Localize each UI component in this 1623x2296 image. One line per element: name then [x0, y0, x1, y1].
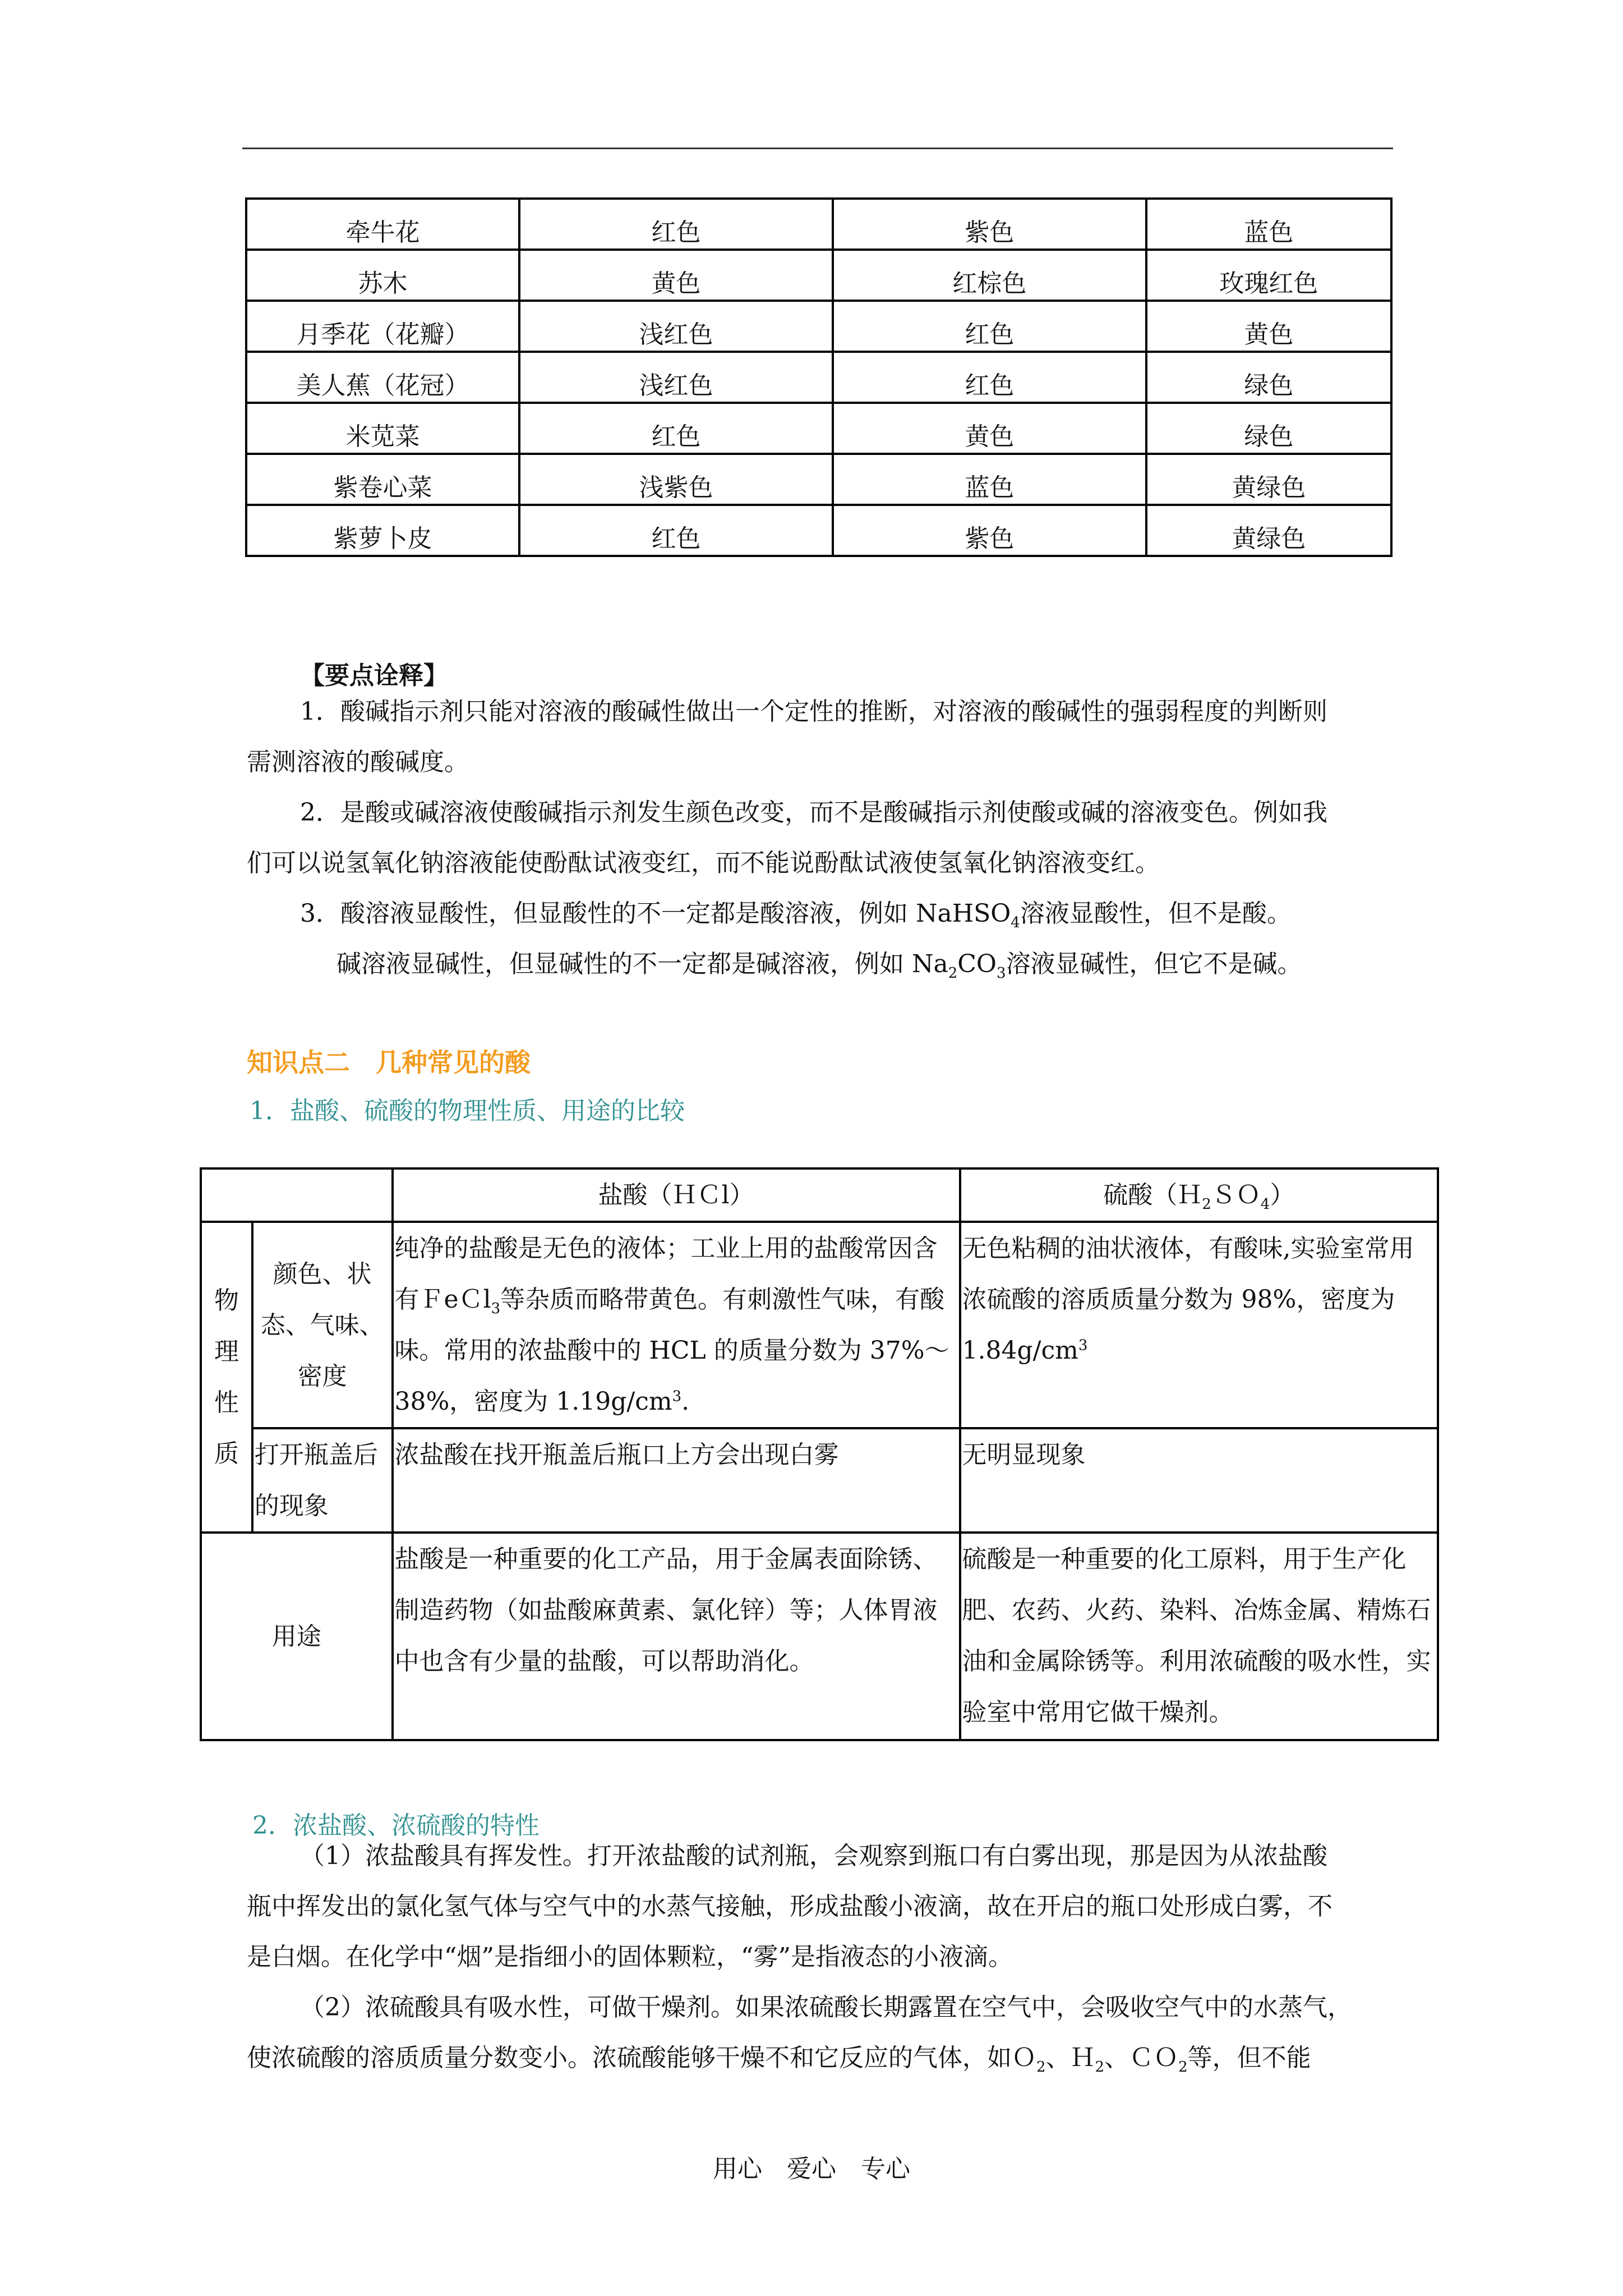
- color-state-label: 颜色、状态、气味、密度: [252, 1222, 393, 1428]
- table-cell: 蓝色: [1146, 199, 1391, 250]
- table-cell: 黄绿色: [1146, 454, 1391, 505]
- tip-4: 碱溶液显碱性，但显碱性的不一定都是碱溶液，例如 $Na_2CO_3$溶液显碱性，但它不是碱。: [336, 950, 1302, 982]
- tip-1-line-1: 1．酸碱指示剂只能对溶液的酸碱性做出一个定性的推断，对溶液的酸碱性的强弱程度的判断则: [300, 697, 1327, 726]
- table-row: [246, 352, 1391, 403]
- header-empty-cell: [201, 1168, 393, 1222]
- tip-3: 3．酸溶液显酸性，但显酸性的不一定都是酸溶液，例如 NaHSO$_4$溶液显酸性，但不是酸。: [300, 899, 1292, 931]
- h2so4-open-bottle-cell: 无明显现象: [960, 1428, 1438, 1533]
- table-row: [246, 301, 1391, 352]
- table-row: [246, 454, 1391, 505]
- table-cell: 浅红色: [519, 352, 833, 403]
- table-row: [246, 403, 1391, 454]
- property-1-line-2: 瓶中挥发出的氯化氢气体与空气中的水蒸气接触，形成盐酸小液滴，故在开启的瓶口处形成白雾，不: [247, 1892, 1332, 1921]
- table-cell: 黄色: [519, 250, 833, 301]
- acid-comparison-table: [200, 1167, 1439, 1741]
- hcl-use-cell: 盐酸是一种重要的化工产品，用于金属表面除锈、制造药物（如盐酸麻黄素、氯化锌）等；人体胃液中也含有少量的盐酸，可以帮助消化。: [393, 1533, 960, 1740]
- tip-2-line-1: 2．是酸或碱溶液使酸碱指示剂发生颜色改变，而不是酸碱指示剂使酸或碱的溶液变色。例如我: [300, 798, 1327, 827]
- property-2-line-2: 使浓硫酸的溶质质量分数变小。浓硫酸能够干燥不和它反应的气体，如Ｏ$_2$、Ｈ$_2$、ＣＯ$_2$等，但不能: [247, 2044, 1311, 2076]
- physical-properties-label: 物 理 性 质: [201, 1222, 252, 1533]
- property-1-line-1: （1）浓盐酸具有挥发性。打开浓盐酸的试剂瓶，会观察到瓶口有白雾出现，那是因为从浓盐酸: [300, 1842, 1327, 1870]
- hcl-header: 盐酸（ＨＣl）: [393, 1168, 960, 1222]
- hcl-color-state-cell: 纯净的盐酸是无色的液体；工业上用的盐酸常因含有ＦeＣl$_3$等杂质而略带黄色。有刺激性气味，有酸味。常用的浓盐酸中的 HCL 的质量分数为 37%～38%，密度为 $1.19g/cm^3$.: [393, 1222, 960, 1428]
- table-cell: 紫色: [833, 505, 1146, 556]
- table-cell: 浅红色: [519, 301, 833, 352]
- subsection-1-title: 1．盐酸、硫酸的物理性质、用途的比较: [250, 1097, 685, 1125]
- table-cell: 红棕色: [833, 250, 1146, 301]
- header-rule: [242, 148, 1393, 149]
- table-row: [246, 199, 1391, 250]
- table-cell: 红色: [833, 301, 1146, 352]
- table-cell: 美人蕉（花冠）: [246, 352, 519, 403]
- tip-1-line-2: 需测溶液的酸碱度。: [247, 748, 469, 776]
- h2so4-use-cell: 硫酸是一种重要的化工原料，用于生产化肥、农药、火药、染料、冶炼金属、精炼石油和金属除锈等。利用浓硫酸的吸水性，实验室中常用它做干燥剂。: [960, 1533, 1438, 1740]
- table-cell: 苏木: [246, 250, 519, 301]
- h2so4-color-state-cell: 无色粘稠的油状液体，有酸味,实验室常用浓硫酸的溶质质量分数为 98%，密度为 $1.84g/cm^3$: [960, 1222, 1438, 1428]
- tips-heading: 【要点诠释】: [300, 661, 448, 690]
- table-cell: 黄绿色: [1146, 505, 1391, 556]
- table-cell: 玫瑰红色: [1146, 250, 1391, 301]
- table-row: [246, 250, 1391, 301]
- table-cell: 红色: [519, 403, 833, 454]
- section-title: 知识点二 几种常见的酸: [247, 1047, 531, 1078]
- use-label: 用途: [201, 1533, 393, 1740]
- table-cell: 月季花（花瓣）: [246, 301, 519, 352]
- table-cell: 黄色: [833, 403, 1146, 454]
- table-cell: 紫色: [833, 199, 1146, 250]
- table-cell: 黄色: [1146, 301, 1391, 352]
- property-1-line-3: 是白烟。在化学中“烟”是指细小的固体颗粒，“雾”是指液态的小液滴。: [247, 1943, 1013, 1971]
- h2so4-header: 硫酸（Ｈ$_2$ＳＯ$_4$）: [960, 1168, 1438, 1222]
- table-cell: 绿色: [1146, 352, 1391, 403]
- subsection-2-title: 2．浓盐酸、浓硫酸的特性: [252, 1811, 540, 1840]
- table-cell: 紫萝卜皮: [246, 505, 519, 556]
- table-row: [246, 505, 1391, 556]
- table-cell: 红色: [519, 199, 833, 250]
- page-footer: 用心 爱心 专心: [713, 2155, 910, 2183]
- property-2-line-1: （2）浓硫酸具有吸水性，可做干燥剂。如果浓硫酸长期露置在空气中，会吸收空气中的水蒸气，: [300, 1993, 1352, 2022]
- hcl-open-bottle-cell: 浓盐酸在找开瓶盖后瓶口上方会出现白雾: [393, 1428, 960, 1533]
- table-cell: 紫卷心菜: [246, 454, 519, 505]
- table-cell: 红色: [519, 505, 833, 556]
- table-cell: 绿色: [1146, 403, 1391, 454]
- table-cell: 米苋菜: [246, 403, 519, 454]
- table-cell: 蓝色: [833, 454, 1146, 505]
- tip-2-line-2: 们可以说氢氧化钠溶液能使酚酞试液变红，而不能说酚酞试液使氢氧化钠溶液变红。: [247, 849, 1160, 877]
- table-cell: 浅紫色: [519, 454, 833, 505]
- open-bottle-label: 打开瓶盖后的现象: [252, 1428, 393, 1533]
- indicator-color-table: [245, 197, 1393, 557]
- table-cell: 红色: [833, 352, 1146, 403]
- table-cell: 牵牛花: [246, 199, 519, 250]
